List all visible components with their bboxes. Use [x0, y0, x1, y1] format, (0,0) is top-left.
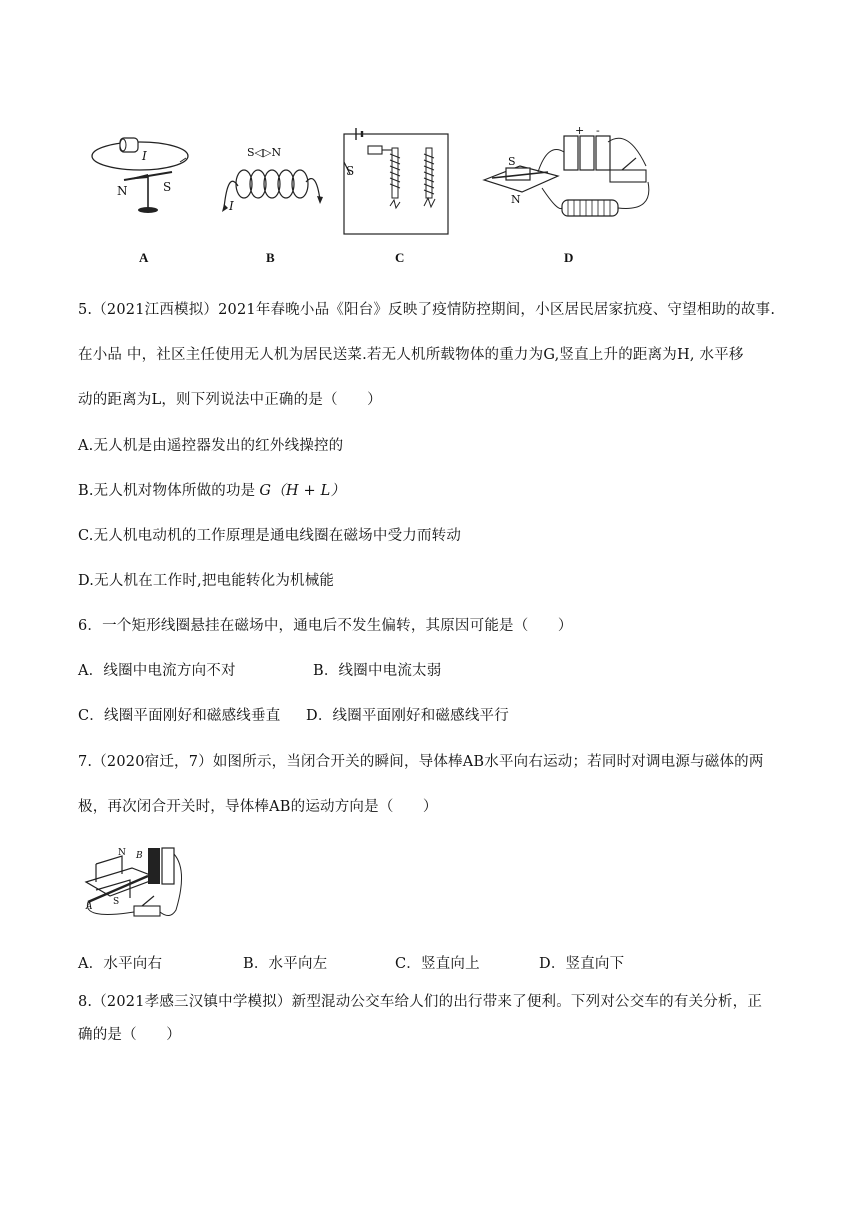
figure-d-n-label: N: [511, 193, 521, 206]
figure-label-b: B: [266, 250, 275, 265]
q6-option-d: D．线圈平面刚好和磁感线平行: [306, 708, 509, 724]
q7-figure-b-label: B: [136, 851, 143, 861]
q8-stem-line-1: 8.（2021孝感三汉镇中学模拟）新型混动公交车给人们的出行带来了便利。下列对公交车的有关分析，正: [78, 994, 763, 1010]
figure-d-apparatus: [478, 122, 668, 240]
q6-stem: 6．一个矩形线圈悬挂在磁场中，通电后不发生偏转，其原因可能是（ ）: [78, 618, 573, 634]
q5-option-c: C.无人机电动机的工作原理是通电线圈在磁场中受力而转动: [78, 528, 462, 544]
q5-option-b-formula: G（H + L）: [259, 483, 346, 499]
q7-option-a: A．水平向右: [78, 956, 163, 972]
q5-option-d: D.无人机在工作时,把电能转化为机械能: [78, 573, 335, 589]
figure-label-a: A: [139, 250, 149, 265]
figure-b-sn-label: S◁▷N: [247, 146, 282, 159]
q7-stem-line-2: 极，再次闭合开关时，导体棒AB的运动方向是（ ）: [78, 799, 438, 815]
q5-option-b-text: B.无人机对物体所做的功是: [78, 483, 256, 499]
q5-option-b: [78, 479, 345, 500]
q6-option-b: B．线圈中电流太弱: [313, 663, 442, 679]
figure-a-n-label: N: [117, 184, 128, 198]
figure-c-electromagnet-circuit: [338, 126, 458, 238]
q7-option-d: D．竖直向下: [539, 956, 625, 972]
figure-d-minus-label: -: [596, 124, 600, 137]
q5-stem-line-2: 在小品 中，社区主任使用无人机为居民送菜.若无人机所载物体的重力为G,竖直上升的距离为H, 水平移: [78, 347, 744, 363]
q5-stem-line-1: 5.（2021江西模拟）2021年春晚小品《阳台》反映了疫情防控期间，小区居民居家抗疫、守望相助的故事.: [78, 302, 776, 318]
q7-option-c: C．竖直向上: [395, 956, 480, 972]
figure-d-s-label: S: [508, 155, 516, 168]
q7-figure-n-label: N: [118, 848, 126, 858]
figure-a-current-label: I: [142, 149, 147, 163]
figure-a-wire-compass: [90, 128, 200, 228]
q6-option-c: C．线圈平面刚好和磁感线垂直: [78, 708, 281, 724]
q7-figure-s-label: S: [113, 897, 120, 907]
q7-option-b: B．水平向左: [243, 956, 328, 972]
q5-stem-line-3: 动的距离为L，则下列说法中正确的是（ ）: [78, 392, 382, 408]
figure-b-current-label: I: [229, 199, 234, 213]
figure-a-s-label: S: [163, 180, 172, 194]
figure-label-d: D: [564, 250, 574, 265]
q5-option-a: A.无人机是由遥控器发出的红外线操控的: [78, 438, 344, 454]
figure-label-c: C: [395, 250, 405, 265]
figure-d-plus-label: +: [575, 124, 585, 137]
q7-stem-line-1: 7.（2020宿迁，7）如图所示，当闭合开关的瞬间，导体棒AB水平向右运动；若同时对调电源与磁体的两: [78, 754, 764, 770]
figure-c-switch-label: S: [346, 164, 355, 178]
q8-stem-line-2: 确的是（ ）: [78, 1027, 181, 1043]
q7-figure-a-label: A: [86, 902, 93, 912]
q6-option-a: A．线圈中电流方向不对: [78, 663, 236, 679]
